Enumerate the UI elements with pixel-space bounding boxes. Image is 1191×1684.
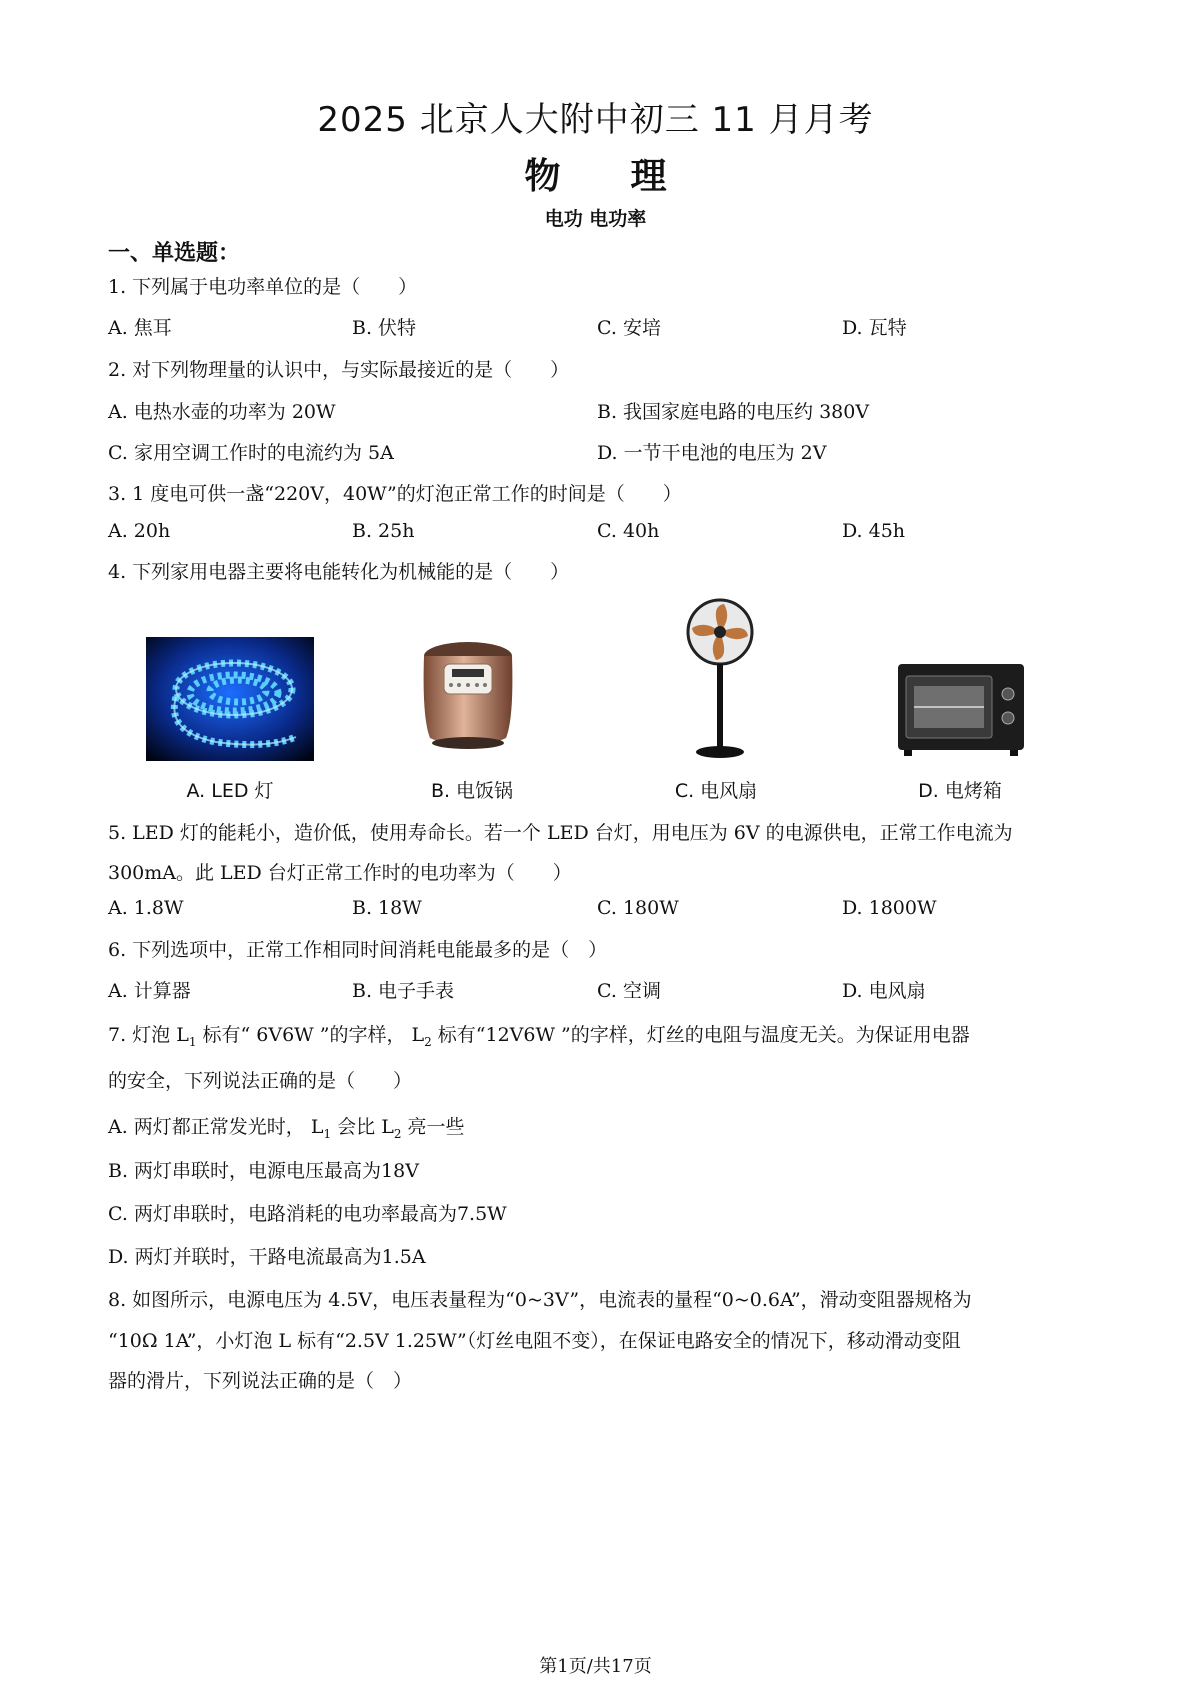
- q3-option-d: D. 45h: [842, 520, 906, 542]
- q7-option-a: [108, 1112, 465, 1141]
- electric-fan-image: [680, 598, 760, 760]
- q4-caption-d: D. 电烤箱: [918, 780, 1002, 802]
- q5-option-a: A. 1.8W: [108, 897, 184, 919]
- q5-option-c: C. 180W: [597, 897, 679, 919]
- q3-option-b: B. 25h: [352, 520, 415, 542]
- q2-option-a: A. 电热水壶的功率为 20W: [108, 401, 336, 423]
- q7-option-a-part: 亮一些: [401, 1116, 465, 1138]
- subscript-1: 1: [323, 1126, 332, 1141]
- question-5-stem-line2: 300mA。此 LED 台灯正常工作时的电功率为（ ）: [108, 862, 572, 884]
- question-2-stem: 2. 对下列物理量的认识中，与实际最接近的是（ ）: [108, 359, 570, 381]
- question-3-stem: 3. 1 度电可供一盏“220V，40W”的灯泡正常工作的时间是（ ）: [108, 483, 682, 505]
- q6-option-c: C. 空调: [597, 980, 661, 1002]
- question-7-stem-line2: 的安全，下列说法正确的是（ ）: [108, 1070, 413, 1092]
- subscript-2: 2: [424, 1034, 432, 1049]
- q7-stem-part: 标有“12V6W ”的字样，灯丝的电阻与温度无关。为保证用电器: [431, 1024, 970, 1046]
- q4-caption-a: A. LED 灯: [186, 780, 274, 802]
- q7-stem-part: 标有“ 6V6W ”的字样， L: [196, 1024, 425, 1046]
- question-4-stem: 4. 下列家用电器主要将电能转化为机械能的是（ ）: [108, 561, 570, 583]
- subject-char-2: 理: [630, 156, 667, 197]
- q1-option-d: D. 瓦特: [842, 317, 907, 339]
- question-7-stem-line1: [108, 1020, 970, 1049]
- page-number: 第1页/共17页: [539, 1656, 652, 1677]
- subscript-2: 2: [393, 1126, 402, 1141]
- led-strip-image: [146, 637, 314, 761]
- q3-option-c: C. 40h: [597, 520, 660, 542]
- q5-option-b: B. 18W: [352, 897, 422, 919]
- q6-option-b: B. 电子手表: [352, 980, 455, 1002]
- q1-option-a: A. 焦耳: [108, 317, 172, 339]
- subject-char-1: 物: [524, 156, 561, 197]
- q2-option-d: D. 一节干电池的电压为 2V: [597, 442, 827, 464]
- question-8-stem-line2: “10Ω 1A”，小灯泡 L 标有“2.5V 1.25W”（灯丝电阻不变），在保证电路安全的情况下，移动滑动变阻: [108, 1330, 961, 1352]
- subscript-1: 1: [188, 1034, 197, 1049]
- q4-caption-c: C. 电风扇: [674, 780, 758, 802]
- q1-option-c: C. 安培: [597, 317, 661, 339]
- chapter-title: 电功 电功率: [544, 208, 647, 230]
- question-5-stem-line1: 5. LED 灯的能耗小，造价低，使用寿命长。若一个 LED 台灯，用电压为 6V 的电源供电，正常工作电流为: [108, 822, 1013, 844]
- q7-option-d: D. 两灯并联时，干路电流最高为1.5A: [108, 1246, 426, 1268]
- q7-option-c: C. 两灯串联时，电路消耗的电功率最高为7.5W: [108, 1203, 507, 1225]
- q5-option-d: D. 1800W: [842, 897, 937, 919]
- q3-option-a: A. 20h: [108, 520, 171, 542]
- q6-option-a: A. 计算器: [108, 980, 191, 1002]
- subject-title: [0, 148, 1191, 199]
- section-heading: 一、单选题：: [108, 241, 241, 266]
- q4-caption-b: B. 电饭锅: [430, 780, 514, 802]
- question-6-stem: 6. 下列选项中，正常工作相同时间消耗电能最多的是（ ）: [108, 939, 608, 961]
- q1-option-b: B. 伏特: [352, 317, 417, 339]
- q6-option-d: D. 电风扇: [842, 980, 926, 1002]
- q2-option-c: C. 家用空调工作时的电流约为 5A: [108, 442, 394, 464]
- q7-option-a-part: 会比 L: [331, 1116, 394, 1138]
- q2-option-b: B. 我国家庭电路的电压约 380V: [597, 401, 870, 423]
- electric-oven-image: [896, 662, 1026, 758]
- q7-option-b: B. 两灯串联时，电源电压最高为18V: [108, 1160, 419, 1182]
- q7-stem-part: 7. 灯泡 L: [108, 1024, 189, 1046]
- rice-cooker-image: [418, 638, 518, 758]
- question-8-stem-line3: 器的滑片，下列说法正确的是（ ）: [108, 1370, 413, 1392]
- question-1-stem: 1. 下列属于电功率单位的是（ ）: [108, 276, 418, 298]
- exam-title: 2025 北京人大附中初三 11 月月考: [317, 100, 874, 140]
- q7-option-a-part: A. 两灯都正常发光时， L: [108, 1116, 324, 1138]
- question-8-stem-line1: 8. 如图所示，电源电压为 4.5V，电压表量程为“0~3V”，电流表的量程“0~0.6A”，滑动变阻器规格为: [108, 1289, 972, 1311]
